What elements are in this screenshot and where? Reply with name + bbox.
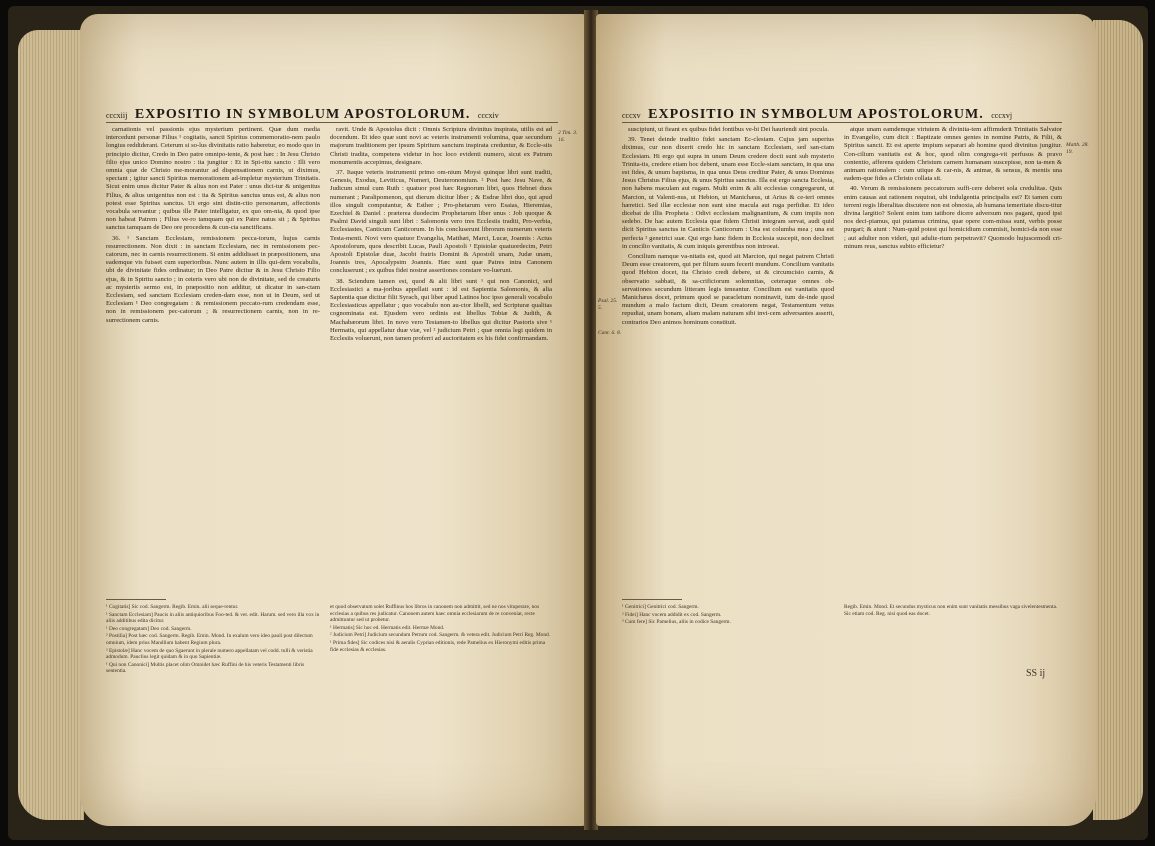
left-running-header (106, 106, 499, 123)
paragraph: 38. Sciendum tamen est, quod & alii libri sunt ¹ qui non Canonici, sed Ecclesiastici a ma-joribus appellati sunt : id est Sapientia Salomonis, & alia Sapientia quæ dicitur filii Syrach, qui liber apud Latinos hoc ipso generali vocabulo Ecclesiasticus appellatur ; quo vocabulo non au-ctor libelli, sed Scripturæ qualitas cognominata est. Ejusdem vero ordinis est libellus Tobiæ & Judith, & Machabæorum libri. In novo vero Testamen-to libellus qui dicitur Pastoris sive ¹ Hermatis, qui appellatur duæ viæ, vel ² judicium Petri ; quæ omnia legi quidem in Ecclesiis voluerunt, non tamen proferri ad auctoritatem ex his fidei confirmandam. (330, 277, 552, 343)
left-column-b (330, 126, 552, 596)
left-footnotes-b (330, 604, 552, 794)
footnote: ² Judicium Petri] Judicium secundum Petrum cod. Sangerm. & vetera edit. Judicium Petri Reg. Mond. (330, 632, 551, 639)
margin-reference: Psal. 25. 5. (598, 298, 618, 311)
margin-reference: 2 Tim. 3. 16. (558, 130, 578, 143)
footnote: ¹ Hermatis] Sic hoc ed. Hermatis edit. Hermæ Mond. (330, 624, 445, 631)
footnote: ² Epistolæ] Hanc vocem de quo Sgaerunt in plerale numero appellatam vel codd. tulli & veristia admodum. Pauclius legit quidam & in quo Sapientiæ. (106, 647, 313, 661)
footnote: ¹ Prima fides] Sic codices nisi & aeralis Cyprian editionis, rede Pamelius ex Hieronymi editis prima fide ecclesias & ecclesias. (330, 639, 546, 653)
right-column-b (844, 126, 1062, 596)
right-running-header (622, 106, 1012, 123)
footnote: ³ Cum fere] Sic Pamelius, aliis in codice Sangerm. (622, 619, 731, 626)
signature-mark: SS ij (1026, 668, 1046, 679)
right-footnotes-a (622, 604, 834, 664)
paragraph: carnationis vel passionis ejus mysterium pertinent. Quæ dum media intercedunt personæ Filius ¹ cogitatis, sancti Spiritus commemoratio-nem paulo longius reddiderant. Ceterum si so-lus divinitatis ratio haberetur, eo modo quo in principio dicitur, Credo in Deo patre omnipo-tente, & post hæc : In Jesu Christo filio ejus unico Domino nostro : ita jungitur : Et in Spi-ritu sancto : Illi vero omnia quæ de Christo me-morantur ad dispensationem carnis, ut diximus, spectant ; igitur sancti Spiritus memorationem ad-impletur mysterium Trinitatis. Sicut enim unus dicitur Pater & alius non est Pater : unus dici-tur & unigenitus Filius, & alius unigenitus non est : ita & Spiritus sanctus unus est, & alius non potest esse Spiritus sanctus. Ut ergo sint distin-ctio personarum, affectionis vocabula sereantur ; quibus ille Pater intelligatur, ex quo om-nia, & quod ipse non habeat Patrem ; Filius ve-ro tamquam qui ex Patre natus sit ; & Spiritus sanctus tamquam de Deo ore procedens & cun-cta sanctificans. (106, 126, 320, 232)
right-column-a (622, 126, 834, 596)
footnote: ² Fidei] Hanc vocem addidit ex cod. Sangerm. (622, 611, 722, 618)
paragraph: ravit. Unde & Apostolus dicit : Omnis Scriptura divinitus inspirata, utilis est ad docendum. Et ideo quæ sunt novi ac veteris instrumenti volumina, quæ secundum majorum traditionem per ipsum Spiritum sanctum inspirata creduntur, & Eccle-siis Christi tradita, competens videtur in hoc loco evidenti numero, sicut ex Patrum monumentis accepimus, designare. (330, 126, 552, 166)
paragraph: 37. Itaque veteris instrumenti primo om-nium Moysi quinque libri sunt traditi, Genesis, Exodus, Leviticus, Numeri, Deuteronomium. ² Post hæc Jesu Nave, & Judicum simul cum Ruth : quatuor post hæc Regnorum libri, quos Hebræi duos numerant ; Paralipomenon, qui dierum dicitur liber ; & Esdræ libri duo, qui apud illos singuli computantur, & Esther ; Pro-phetarum vero Esaias, Hieremias, Ezechiel & Daniel : præterea duodecim Prophetarum liber unus : Job quoque & Psalmi David singuli sunt libri : Salomonis vero tres Ecclesiis traditi, Pro-verbia, Ecclesiastes, Canticum Canticorum. In his concluserunt librorum numerum veteris Testa-menti. Novi vero quatuor Evangelia, Matthæi, Marci, Lucæ, Joannis : Actus Apostolorum, quos describit Lucas, Pauli Apostoli ¹ Epistolæ quatuordecim, Petri Apostoli Epistolæ duæ, Jacobi fratris Domini & Apostoli unam, Judæ unam, Joannis tres, Apocalypsim Joannis. Hæc sunt quæ Patres intra Canonem concluserunt ; ex quibus fidei nostræ assertiones constare vo-luerunt. (330, 169, 552, 275)
right-footnotes-b (844, 604, 1062, 664)
left-page (80, 14, 586, 826)
left-page-number: cccxiij (106, 111, 128, 120)
right-page-number-right: cccxvj (991, 111, 1013, 120)
footnote: ¹ Deo congregatam] Deo cod. Sangerm. (106, 625, 192, 632)
margin-reference: Matth. 28. 19. (1066, 142, 1089, 155)
notes-rule (622, 599, 682, 600)
right-page-edges (1093, 20, 1143, 820)
header-rule (622, 122, 1062, 123)
footnote: Regib. Emin. Mond. Et secundus mysticus non enim sunt vanitatis messibus vaga sivelentesmenta. Sic etiam cod. Reg. nisi quod eas docet. (844, 604, 1058, 617)
paragraph: 40. Verum & remissionem peccatorum suffi-cere deberet sola credulitas. Quis enim causas aut rationem requirat, ubi indulgentia principalis est? Et tamen cum terreni regis liberalitas discutere non est obnoxia, ab humana temeritate discu-titur divina largitio? Solent enim tum tatibore dicere adversum nos pagani, quod ipsi nos deci-piamus, qui putamus crimina, quæ opere com-missa sunt, verbis posse purgari; & aiunt : Num-quid potest qui homicidium commisit, homici-da non esse ; aut adulter non videri, qui adulte-rium perpetravit? Quomodo hujuscemodi cri-minum reus, sanctus subito efficietur? (844, 185, 1062, 250)
paragraph: suscipiunt, ut fieant ex quibus fidei fontibus ve-bi Dei hauriendi sint pocula. (628, 126, 829, 133)
paragraph: atque unam eamdemque virtutem & divinita-tem affirmderit Trinitatis Salvator in Evangelio, cum dicit : Baptizate omnes gentes in nomine Patris, & Filii, & Spiritus sancti. Et est aperte impium separari ab homine quod divinitus jungitur. Con-cilium vanitatis est & hoc, quod olim congrega-vit perfusus & pravo contentio, afferens quidem Christum carnem humanam suscepisse, non ta-men & animam rationalem : cum utique & car-nis, & animæ, & sensus, & mentis una eadem-que fides a Christo collata sit. (844, 126, 1062, 183)
header-rule (106, 122, 558, 123)
right-running-title: EXPOSITIO IN SYMBOLUM APOSTOLORUM. (648, 107, 984, 122)
paragraph: Concilium namque va-nitatis est, quod ait Marcion, qui negat patrem Christi Deum esse creatorem, qui per filium suum fecerit mundum. Concilium vanitatis quod Hebion docet, ita Christo credi debere, ut & circumcisio carnis, & observatio sabbati, & sa-crificiorum solemnitas, ceteraque omnes ob-servationes secundum litteram legis teneantur. Concilium est vanitatis quod Manichæus docet, primum quod se paracletum nominavit, tum de-inde quod mundum a malo factum dicit, Deum creatorem negat, Testamentum vetus repudiat, unam bonam, aliam malam naturam sibi invi-cem adversantes asserit, contrarios Deo animos hominum constituit. (622, 253, 834, 326)
left-column-a (106, 126, 320, 596)
notes-rule (106, 599, 166, 600)
footnote: ¹ Genitrici] Genitrici cod. Sangerm. (622, 604, 699, 610)
paragraph: 36. ¹ Sanctam Ecclesiam, remissionem pecca-torum, hujus carnis resurrectionem. Non dixit : in sanctam Ecclesiam, nec in remissionem pec-catorum, nec in carnis resurrectionem. Si enim addidisset in præpositionem, una eademque vis fuisset cum superioribus. Nunc autem in illis qui-dem vocabulis, ubi de divinitate fides ordinatur; in Deo Patre dicitur & in Jesu Christo Filio ejus, & in Spiritu sancto ; in ceteris vero ubi non de divinitate, sed de creaturis ac mysteriis sermo est, in præpositio non additur, ut dicatur in san-ctam Ecclesiam, sed sanctam Ecclesiam creden-dam esse, non ut in Deum, sed ut Ecclesiam ¹ Deo congregatam : & remissionem peccato-rum credendam esse, non in remissionem pec-catorum ; & resurrectionem carnis, non in re-surrectionem carnis. (106, 234, 320, 324)
footnote: et quod observatum solet Ruffinus hos libros in canonem non admittit, sed ne nos vituperare, nos ecclesias a quibus res judicatur. Canonem autem haec omnia ecclesiarum de re conveniat, recte admittuntur sed ut probetur. (330, 604, 540, 624)
left-footnotes-a (106, 604, 320, 794)
left-running-title: EXPOSITIO IN SYMBOLUM APOSTOLORUM. (134, 107, 471, 122)
right-page (596, 14, 1096, 826)
margin-reference: Cant. 6. 8. (598, 330, 622, 336)
left-page-number-right: cccxiv (477, 111, 499, 120)
footnote: ² Postilia] Post hæc cod. Sangerm. Regib. Emin. Mond. In exalum vero ideo pauli post dilectum omnium, idem prius Mandlium habent Regium plura. (106, 633, 313, 646)
footnote: ¹ Sanctam Ecclesiam] Paucis in aliis antiquioribus Foo-ted. & vet. edit. Harum. sed vero illa vox in aliis additibus edita dicitur. (106, 611, 320, 625)
right-page-number: cccxv (622, 111, 641, 120)
left-page-edges (18, 30, 84, 820)
footnote: ¹ Qui non Canonici] Multis placet olim Omnidet hæc Ruffini de his veteris Testamenti libris sententia. (106, 661, 305, 675)
footnote: ¹ Cogitatis] Sic cod. Sangerm. Regib. Emin. alii seque-rentur. (106, 604, 239, 610)
paragraph: 39. Tenet deinde traditio fidei sanctam Ec-clesiam. Cujus jam superius diximus, cur non dixerit credo hic in sanctam Ecclesiam, sed san-ctam Ecclesiam. Hi ergo qui supra in unum Deum credere docti sunt sub mysterio Trinita-tis, credere etiam hoc debent, unam esse Eccle-siam sanctam, in qua una est fides, & unum baptisma, in qua unus Deus creditur Pater, & unus Dominus Jesus Christus Filius ejus, & unus Spiritus sanctus. Illa est ergo sancta Ecclesia, non habens maculam aut rugam. Multi enim & alii ecclesias congregarunt, ut Marcion, ut Valenti-nus, ut Hebion, ut Manichæus, ut Arius & ce-teri omnes hæretici. Sed illæ ecclesiæ non sunt sine macula aut ruga perfidiæ. Et ideo dicebat de illis Propheta : Odivi ecclesiam malignantium, & cum impiis non sedebo. De hac autem Ecclesia quæ fidem Christi integram servat, audi quid dicit Spiritus sanctus in Canticis Canticorum : Una est columba mea ; una est perfecta ² genetrici suæ. Qui ergo hanc fidem in Ecclesia suscepit, non declinet in concilio vanitatis, & cum iniquis gerentibus non introeat. (622, 136, 834, 250)
